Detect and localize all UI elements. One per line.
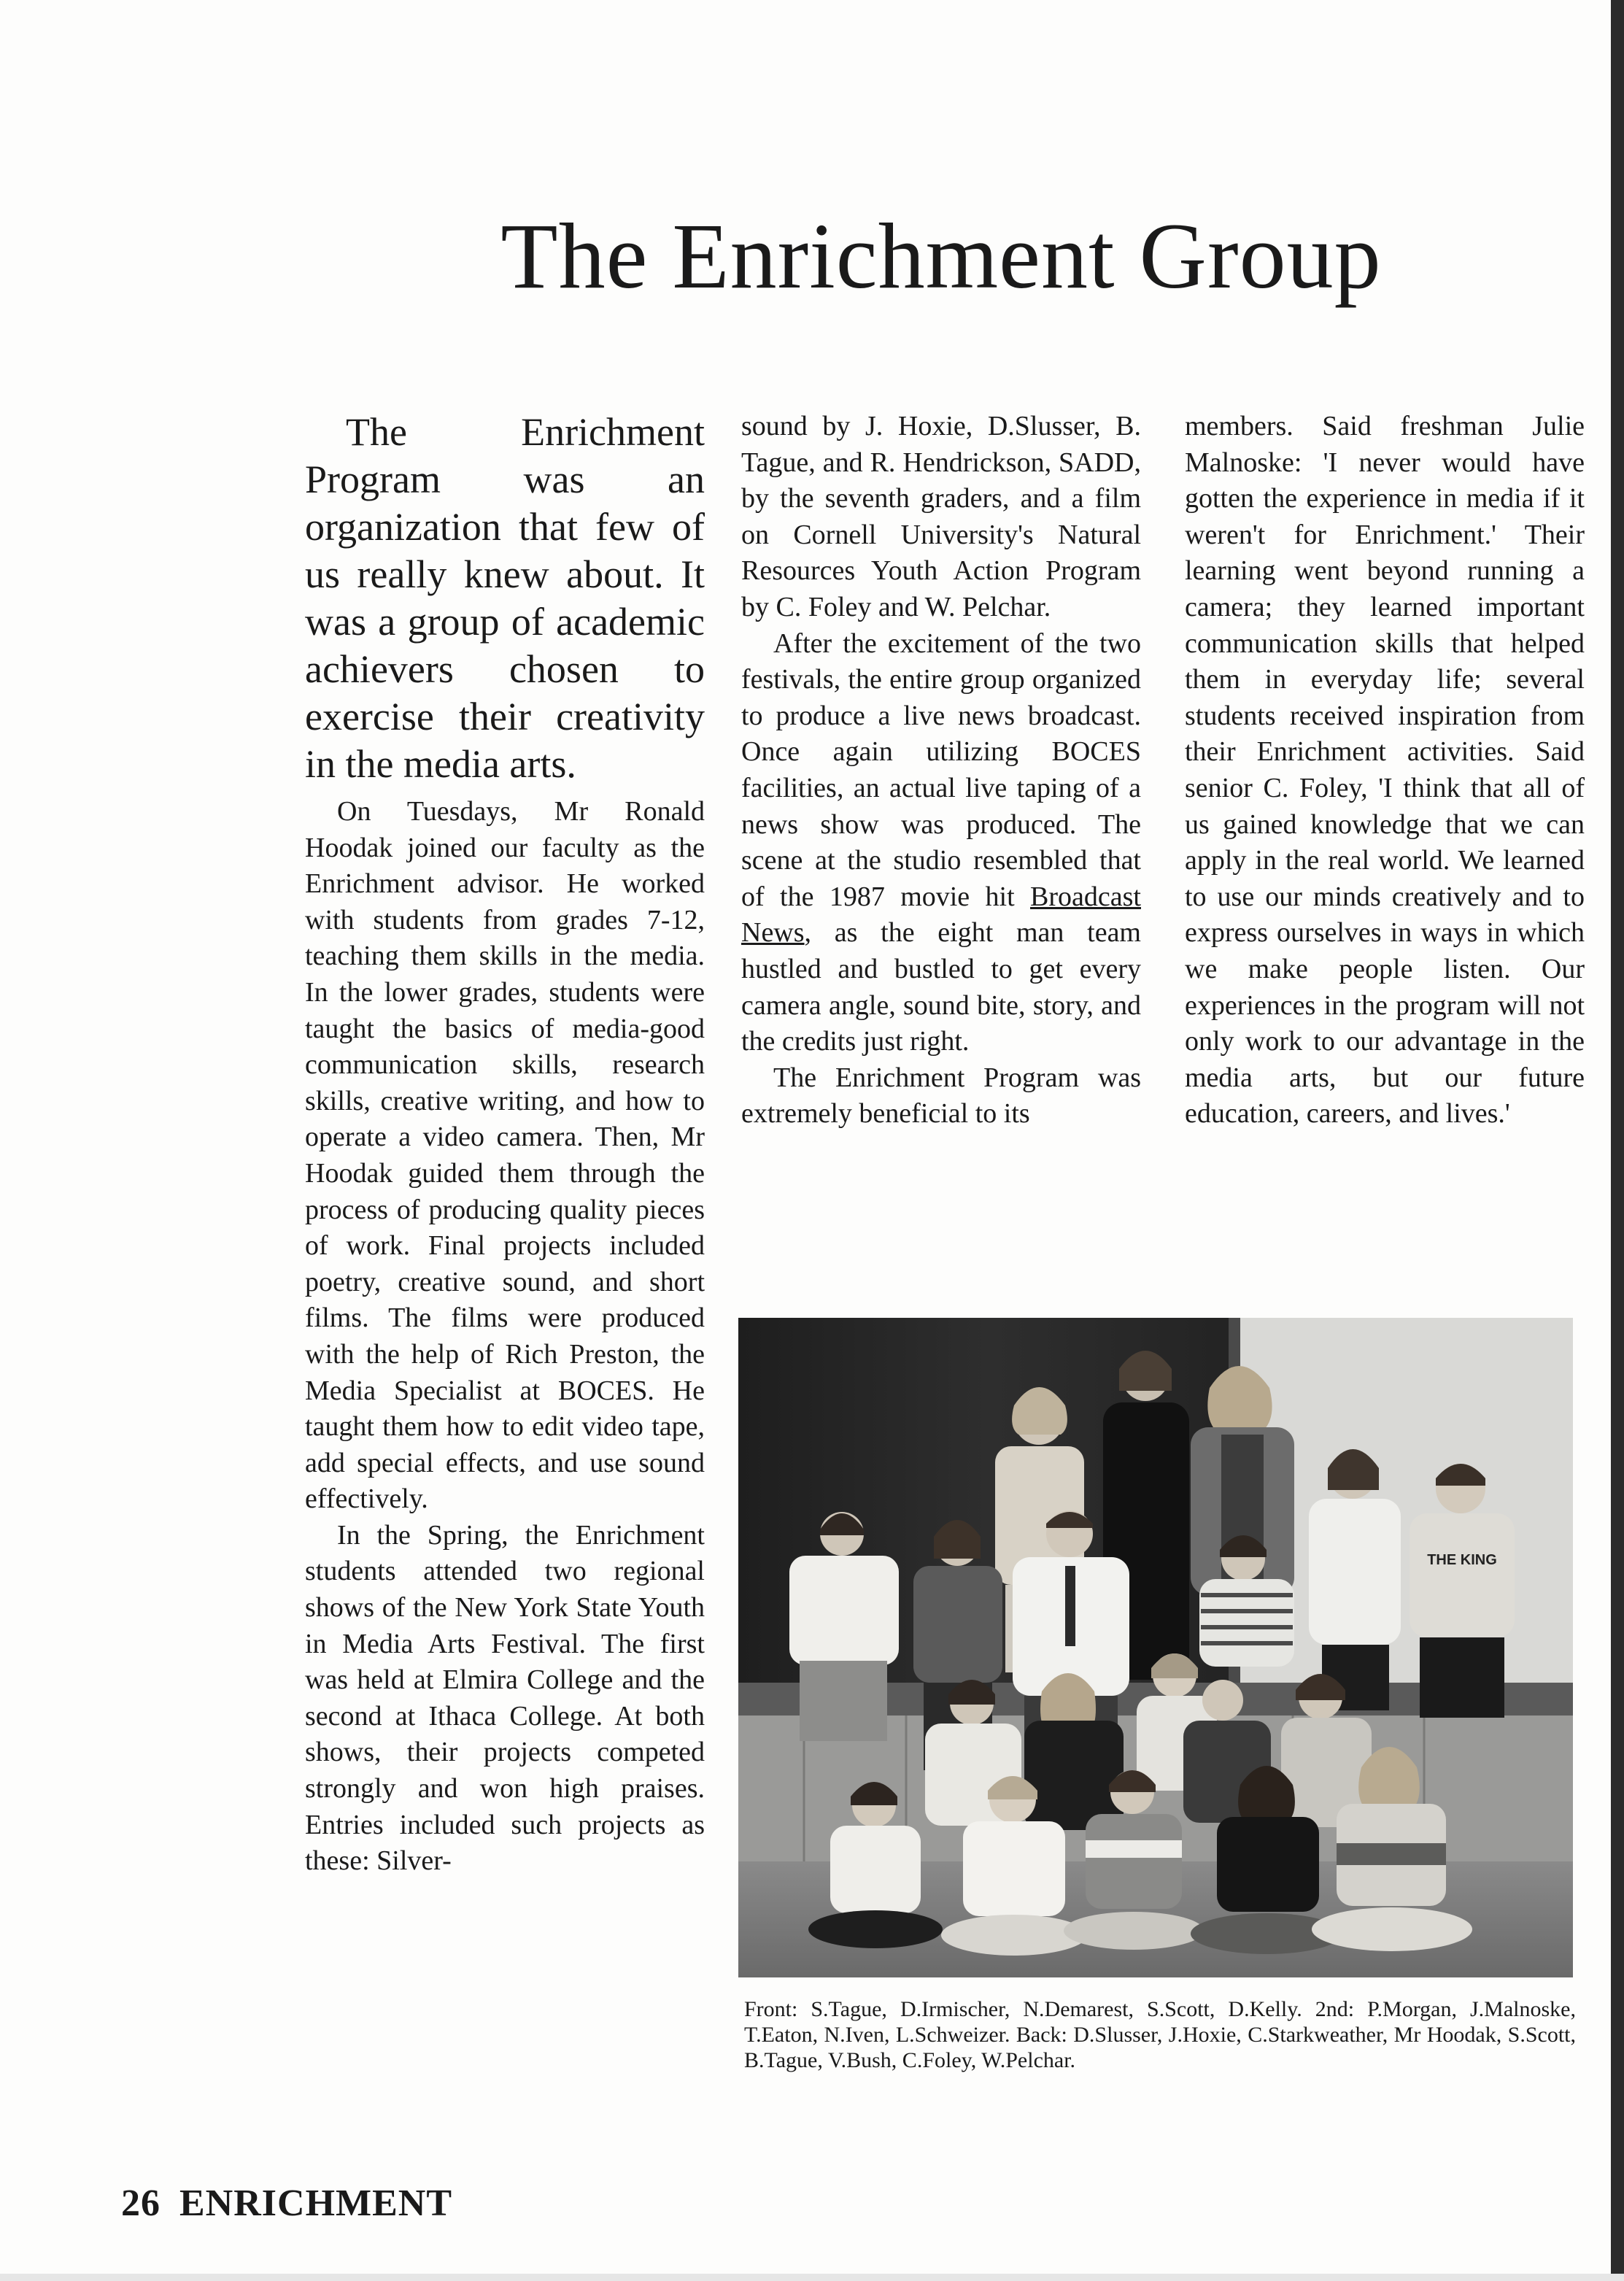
section-name: ENRICHMENT [179, 2182, 453, 2224]
page-folio [121, 2182, 452, 2225]
group-photo-illustration [738, 1318, 1573, 1977]
body-paragraph: In the Spring, the Enrichment students attended two regional shows of the New York State Youth in Media Arts Festival. The first was held at Elmira College and the second at Ithaca College. At both shows, their projects competed strongly and won high praises. Entries included such projects as these: Silver- [305, 1519, 705, 1877]
body-paragraph: members. Said freshman Julie Malnoske: 'I never would have gotten the experience in media if it weren't for Enrichment.' Their learning went beyond running a camera; they learned important communication skills that helped them in everyday life; several students received inspiration from their Enrichment activities. Said senior C. Foley, 'I think that all of us gained knowledge that we can apply in the real world. We learned to use our minds creatively and to express ourselves in ways in which we make people listen. Our experiences in the program will not only work to our advantage in the media arts, but our future education, careers, and lives.' [1185, 411, 1585, 1130]
paragraph-text: , as the eight man team hustled and bustled to get every camera angle, sound bite, story, and the credits just right. [741, 917, 1141, 1057]
body-paragraph: The Enrichment Program was extremely beneficial to its [741, 1062, 1141, 1130]
page-bottom-edge [0, 2274, 1624, 2281]
article-column-2 [741, 409, 1141, 1132]
movie-title: Broadcast News [741, 881, 1141, 949]
page-binding-edge [1611, 0, 1624, 2281]
photo-caption: Front: S.Tague, D.Irmischer, N.Demarest, S.Scott, D.Kelly. 2nd: P.Morgan, J.Malnoske, T.Eaton, N.Iven, L.Schweizer. Back: D.Slusser, J.Hoxie, C.Starkweather, Mr Hoodak, S.Scott, B.Tague, V.Bush, C.Foley, W.Pelchar. [744, 1997, 1576, 2072]
body-paragraph: On Tuesdays, Mr Ronald Hoodak joined our faculty as the Enrichment advisor. He worked with students from grades 7-12, teaching them skills in the media. In the lower grades, students were taught the basics of media-good communication skills, research skills, creative writing, and how to operate a video camera. Then, Mr Hoodak guided them through the process of producing quality pieces of work. Final projects included poetry, creative sound, and short films. The films were produced with the help of Rich Preston, the Media Specialist at BOCES. He taught them how to edit video tape, add special effects, and use sound effectively. [305, 796, 705, 1515]
body-paragraph: sound by J. Hoxie, D.Slusser, B. Tague, and R. Hendrickson, SADD, by the seventh graders, and a film on Cornell University's Natural Resources Youth Action Program by C. Foley and W. Pelchar. [741, 411, 1141, 622]
lead-paragraph: The Enrichment Program was an organization that few of us really knew about. It was a group of academic achievers chosen to exercise their creativity in the media arts. [305, 410, 705, 786]
article-column-3 [1185, 409, 1585, 1132]
paragraph-text: After the excitement of the two festivals, the entire group organized to produce a live news broadcast. Once again utilizing BOCES facilities, an actual live taping of a news show was produced. The scene at the studio resembled that of the 1987 movie hit [741, 628, 1141, 912]
page-number: 26 [121, 2182, 161, 2224]
group-photo [738, 1318, 1573, 1977]
article-column-1 [305, 409, 705, 1880]
body-paragraph [741, 626, 1141, 1060]
page-title: The Enrichment Group [500, 204, 1382, 308]
shirt-print: THE KING [1427, 1552, 1497, 1568]
